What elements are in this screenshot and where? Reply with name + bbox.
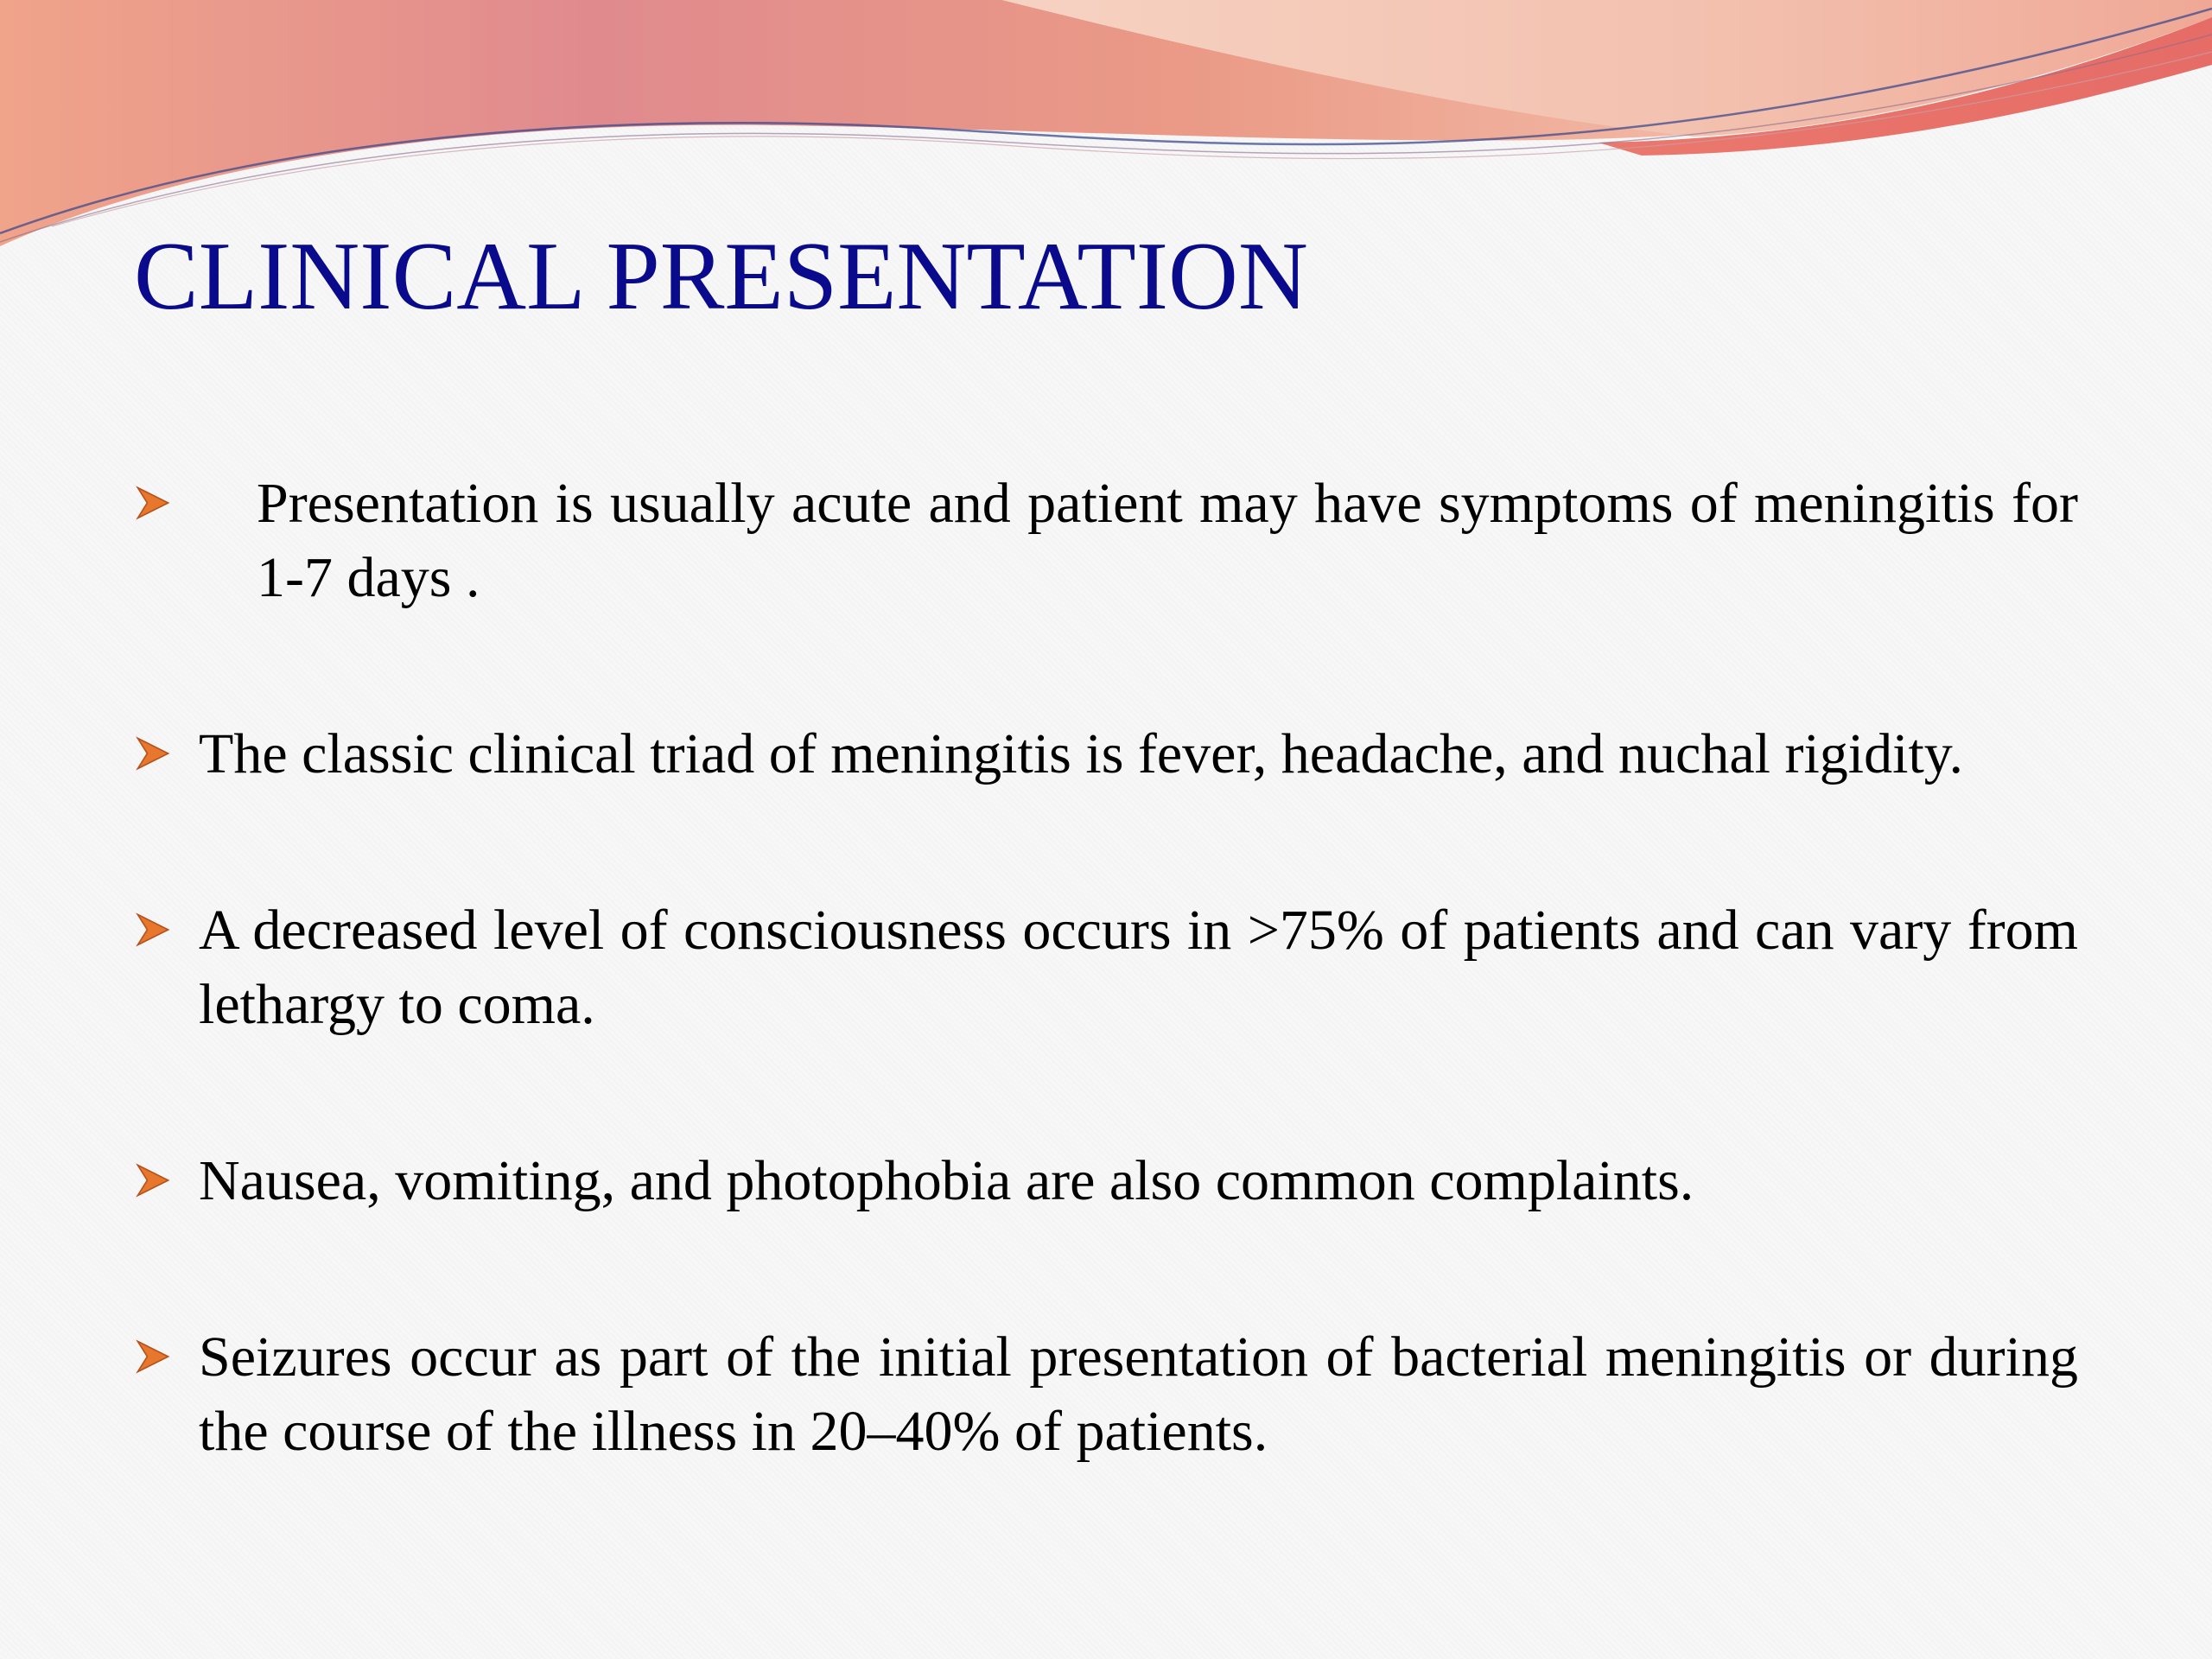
bullet-text: The classic clinical triad of meningitis is fever, headache, and nuchal rigidity. [199, 722, 1964, 785]
arrow-bullet-icon [134, 911, 172, 949]
bullet-text: A decreased level of consciousness occurs in >75% of patients and can vary from lethargy to coma. [199, 899, 2078, 1036]
slide-title: CLINICAL PRESENTATION [134, 223, 1308, 330]
bullet-item [134, 893, 2078, 1042]
arrow-bullet-icon [134, 484, 172, 522]
bullet-list [134, 467, 2078, 1469]
bullet-item [134, 467, 2078, 615]
bullet-item [134, 717, 2078, 791]
bullet-text: Presentation is usually acute and patient may have symptoms of meningitis for 1-7 days . [257, 472, 2078, 609]
bullet-text: Nausea, vomiting, and photophobia are also common complaints. [199, 1149, 1694, 1212]
arrow-bullet-icon [134, 1161, 172, 1199]
bullet-item [134, 1144, 2078, 1218]
arrow-bullet-icon [134, 734, 172, 772]
bullet-text: Seizures occur as part of the initial presentation of bacterial meningitis or during the course of the illness in 20–40% of patients. [199, 1325, 2078, 1463]
arrow-bullet-icon [134, 1338, 172, 1376]
bullet-item [134, 1320, 2078, 1469]
